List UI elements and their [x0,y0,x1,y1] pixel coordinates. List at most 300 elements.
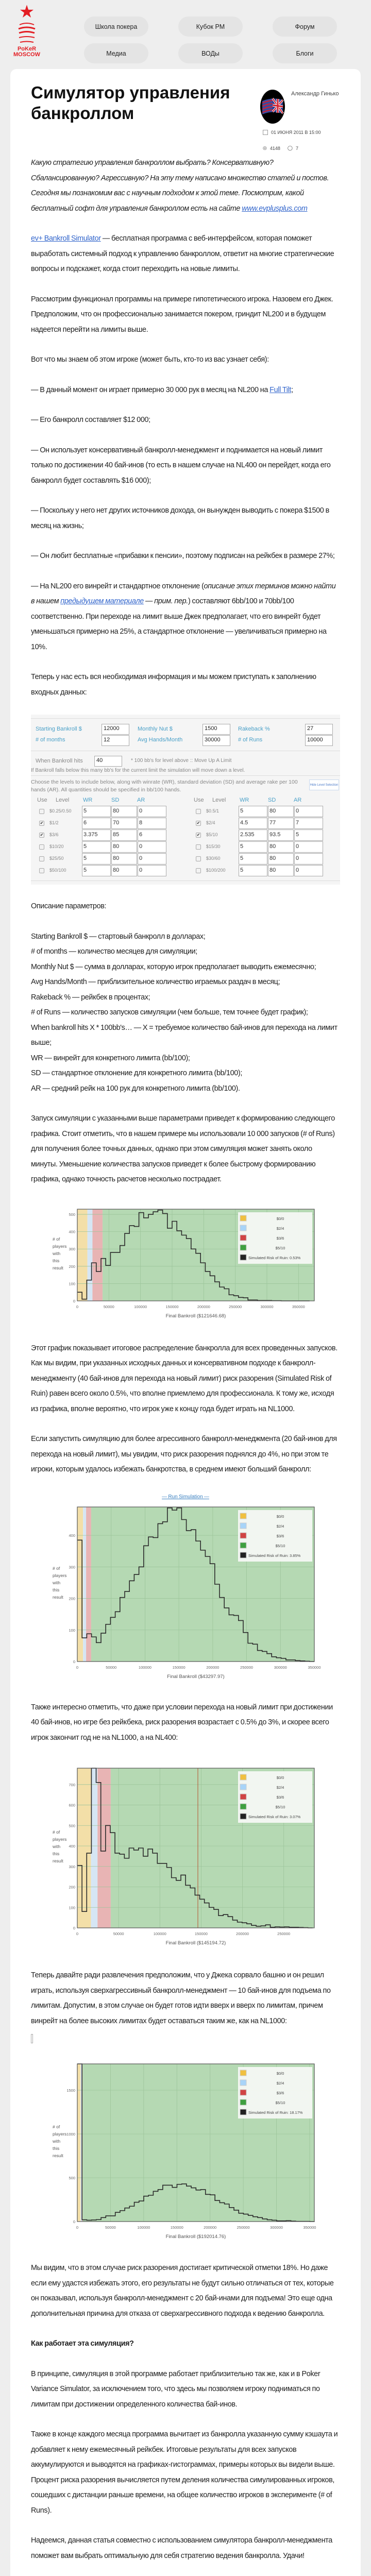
legend-label: $2/4 [276,1785,284,1790]
y-axis-label: with [53,2139,61,2144]
lead-paragraph [31,156,340,216]
bankroll-simulator-link[interactable]: ev+ Bankroll Simulator [31,234,101,243]
legend-swatch [240,1794,246,1800]
y-tick-label: 0 [73,1659,75,1664]
level-ar-input[interactable]: 0 [294,853,323,865]
paragraph: В принципе, симуляция в этой программе работает приблизительно так же, как и в Poker Variance Simulator, за исключением того, что здесь мы позволяем игроку подниматься по лимитам при достижении определенного количества бай-инов. [31,2369,321,2409]
param-description: # of Runs — количество запусков симуляции (чем больше, тем точнее будет график); [31,1008,308,1016]
site-header [0,0,371,69]
y-axis-label: with [53,1844,61,1849]
months-input[interactable]: 12 [102,735,129,746]
article-title: Симулятор управления банкроллом [31,83,230,123]
param-description: Avg Hands/Month — приблизительное количество играемых раздач в месяц; [31,978,280,986]
paragraph: Рассмотрим функционал программы на примере гипотетического игрока. Назовем его Джек. Предположим, что он профессионально занимается покером, гриндит NL200 и в будущем надеется перейти на лимиты выше. [31,295,333,334]
histogram-chart-aggressive [52,1504,340,1685]
level-ar-input[interactable]: 0 [294,841,323,853]
x-tick-label: 300000 [260,1304,274,1309]
y-axis-label: with [53,1250,61,1256]
x-tick-label: 200000 [236,1931,249,1936]
logo-text: PoKeR MOSCOW [13,46,40,58]
runs-label: # of Runs [238,737,263,743]
y-tick-label: 500 [69,1212,75,1217]
levels-header-sd: SD [268,797,276,803]
y-tick-label: 400 [69,1844,75,1849]
bullet-text: — На NL200 его винрейт и стандартное отклонение ( [31,582,204,590]
y-tick-label: 0 [73,1926,75,1930]
legend-swatch [240,2099,246,2105]
paragraph: Теперь у нас есть вся необходимая информация и мы можем приступать к заполнению входных данных: [31,673,316,697]
y-axis-label: players [53,2131,67,2137]
params-title: Описание параметров: [31,902,107,910]
x-tick-label: 100000 [153,1931,166,1936]
x-tick-label: 50000 [106,1665,117,1670]
level-wr-input[interactable]: 5 [82,806,111,817]
divider [31,775,340,776]
legend-label: $2/4 [276,1523,284,1529]
levels-header-sd: SD [111,797,120,803]
level-band [86,1507,91,1662]
x-tick-label: 50000 [105,2225,116,2230]
x-tick-label: 300000 [270,2225,283,2230]
level-band [77,1768,91,1928]
levels-header-level: Level [56,797,70,803]
level-wr-input[interactable]: 5 [239,841,267,853]
level-ar-input[interactable]: 6 [138,829,166,841]
paragraph: Вот что мы знаем об этом игроке (может быть, кто-то из вас узнает себя): [31,355,269,364]
levels-header-use: Use [194,797,204,803]
legend-swatch [240,2070,246,2076]
article-card [10,69,361,2576]
y-tick-label: 0 [73,2219,75,2224]
legend-swatch [240,1533,246,1538]
paragraph: Запуск симуляции с указанными выше параметрами приведет к формированию следующего графика. Стоит отметить, что в нашем примере мы использовали 10 000 запусков (# of Runs) для получения более точных данных, однако при этом симуляция может занять около минуты. Уменьшение количества запусков приведет к более быстрому формированию графика, однако точность расчетов несколько пострадает. [31,1114,335,1183]
level-ar-input[interactable]: 8 [138,818,166,829]
nav-forum[interactable]: Форум [273,16,337,37]
chart-svg [52,2059,319,2245]
comment-icon: ◯ [287,145,293,150]
y-tick-label: 400 [69,1533,75,1538]
legend-swatch [240,1784,246,1790]
legend-label: $3/6 [276,1795,284,1800]
x-tick-label: 200000 [206,1665,220,1670]
x-tick-label: 100000 [137,2225,150,2230]
param-description: WR — винрейт для конкретного лимита (bb/100); [31,1054,190,1062]
x-tick-label: 250000 [240,1665,254,1670]
monthly-nut-input[interactable]: 1500 [203,724,230,735]
level-wr-input[interactable]: 4.5 [239,818,267,829]
y-tick-label: 200 [69,1596,75,1601]
level-name: $5/10 [206,832,218,837]
x-tick-label: 350000 [308,1665,321,1670]
x-tick-label: 0 [76,1304,79,1309]
level-sd-input[interactable]: 80 [111,806,137,817]
paragraph: Также в конце каждого месяца программа вычитает из банкролла указанную сумму кэшаута и добавляет к нему ежемесячный рейкбек. Итоговые результаты для всех запусков аккумулируются и выводятся на графиках-гистограммах, примеры которых вы видели выше. Процент риска разорения вычисляется путем деления количества симулированных игроков, сошедших с дистанции раньше времени, на общее количество игроков в эксперименте (# of Runs). [31,2430,338,2515]
rakeback-input[interactable]: 27 [305,724,333,735]
y-axis-label: # of [53,2124,60,2129]
starting-bankroll-input[interactable]: 12000 [102,724,129,735]
section-heading: Как работает эта симуляция? [31,2340,134,2348]
legend-label: Simulated Risk of Ruin: 3.07% [248,1815,301,1819]
main-nav [84,16,337,63]
legend-swatch [240,1814,246,1819]
level-name: $3/6 [49,832,59,837]
nav-blogs[interactable]: Блоги [273,43,337,63]
param-description: Starting Bankroll $ — стартовый банкролл в долларах; [31,932,206,941]
legend-swatch [240,1215,246,1221]
when-hits-label: When Bankroll hits [36,758,83,764]
y-axis-label: players [53,1837,67,1842]
level-ar-input[interactable]: 0 [294,806,323,817]
y-axis-label: this [53,1851,60,1856]
bullet: — Он любит бесплатные «прибавки к пенсии», поэтому подписан на рейкбек в размере 27%; [31,552,335,560]
use-level-checkbox[interactable]: ✔ [196,821,200,825]
levels-header-wr: WR [83,797,93,803]
nav-vods[interactable]: ВОДы [178,43,243,63]
article-body [31,156,340,2576]
y-axis-label: result [53,1858,63,1863]
y-tick-label: 100 [69,1905,75,1910]
use-level-checkbox[interactable] [39,856,44,861]
x-tick-label: 150000 [165,1304,179,1309]
x-axis-label: Final Bankroll ($192014.76) [165,2234,226,2240]
italic-note: описание этих терминов можно найти в нашем [31,582,336,605]
y-axis-label: result [53,1594,63,1600]
x-tick-label: 150000 [194,1931,208,1936]
bullet: — Он использует консервативный банкролл-менеджмент и поднимается на новый лимит только по достижении 40 бай-инов (то есть в нашем случае на NL400 он перейдет, когда его банкролл будет составлять $16 000); [31,446,331,485]
evplusplus-link[interactable]: www.evplusplus.com [242,204,308,213]
use-level-checkbox[interactable]: ✔ [40,821,44,825]
x-tick-label: 250000 [229,1304,242,1309]
date-text: 01 ИЮНЯ 2011 В 15:00 [271,130,321,135]
legend-label: Simulated Risk of Ruin: 0.53% [248,1255,301,1260]
legend-label: $0/0 [276,1514,284,1519]
rings-icon [18,22,36,45]
legend-swatch [240,1774,246,1780]
y-tick-label: 0 [73,1298,75,1303]
y-axis-label: this [53,2146,60,2151]
paragraph: Если запустить симуляцию для более агрессивного банкролл-менеджмента (20 бай-инов для перехода на новый лимит), мы увидим, что риск разорения поднялся до 4%, но при этом те игроки, которым удалось избежать банкротства, в среднем имеют больший банкролл: [31,1435,337,1473]
x-tick-label: 0 [76,1931,79,1936]
use-level-checkbox[interactable] [39,809,44,814]
legend-swatch [240,1543,246,1548]
legend-label: $3/6 [276,1235,284,1241]
avg-hands-input[interactable]: 30000 [203,735,230,746]
chart-svg [52,1763,319,1953]
divider [31,718,340,719]
level-sd-input[interactable]: 70 [111,818,137,829]
paragraph: Также интересно отметить, что даже при условии перехода на новый лимит при достижении 40 бай-инов, но игре без рейкбека, риск разорения возрастает с 0.5% до 3%, и скорее всего игрок закончит год не на NL1000, а на NL400: [31,1703,333,1742]
level-wr-input[interactable]: 5 [239,865,267,876]
histogram-chart-no-rakeback [52,1763,340,1953]
run-simulation-link[interactable]: — Run Simulation — [162,1494,209,1500]
level-name: $15/30 [206,844,221,849]
legend-label: $0/0 [276,1216,284,1221]
level-name: $10/20 [49,844,64,849]
legend-label: $5/10 [275,1245,285,1250]
level-name: $2/4 [206,820,215,825]
level-name: $1/2 [49,820,59,825]
level-sd-input[interactable]: 85 [111,829,137,841]
level-wr-input[interactable]: 5 [82,865,111,876]
legend-swatch [240,1235,246,1241]
level-sd-input[interactable]: 80 [111,853,137,865]
x-tick-label: 350000 [303,2225,316,2230]
full-tilt-link[interactable]: Full Tilt [269,385,292,394]
nav-cup[interactable]: Кубок PM [178,16,243,37]
y-axis-label: result [53,2153,63,2158]
italic-note: — прим. пер. [143,597,188,605]
bullet-text: ; [291,385,293,394]
y-tick-label: 1500 [66,2088,75,2093]
use-level-checkbox[interactable]: ✔ [196,833,200,837]
paragraph-text: — бесплатная программа с веб-интерфейсом, которая поможет выработать системный подход к управлению банкроллом, ответит на многие стратегические вопросы и подскажет, когда стоит переходить на новые лимиты. [31,234,334,273]
legend-swatch [240,1513,246,1519]
legend-swatch [240,2090,246,2095]
level-wr-input[interactable]: 5 [82,853,111,865]
article-stats [263,145,298,151]
x-tick-label: 200000 [197,1304,210,1309]
y-tick-label: 100 [69,1628,75,1633]
y-tick-label: 700 [69,1782,75,1787]
paragraph: Теперь давайте ради развлечения предположим, что у Джека сорвало башню и он решил играть, используя сверхагрессивный банкролл-менеджмент — 10 бай-инов для подъема по лимитам. Допустим, в этом случае он будет готов идти вверх и вверх по лимитам, причем винрейт на более высоких лимитах будет оставаться таким же, как на NL1000: [31,1971,331,2025]
level-name: $30/60 [206,856,221,861]
y-tick-label: 100 [69,1281,75,1286]
param-description: # of months — количество месяцев для симуляции; [31,947,197,956]
author-name[interactable]: Александр Гинько [291,91,339,97]
level-name: $100/200 [206,868,226,873]
levels-header-ar: AR [294,797,302,803]
hide-level-selection-button[interactable]: Hide Level Selection [309,779,339,790]
calendar-icon [263,130,268,135]
x-axis-label: Final Bankroll ($43297.97) [167,1673,225,1680]
levels-header-ar: AR [137,797,145,803]
legend-swatch [240,2109,246,2115]
level-ar-input[interactable]: 0 [138,841,166,853]
level-sd-input[interactable]: 80 [111,841,137,853]
param-description: SD — стандартное отклонение для конкретного лимита (bb/100); [31,1069,243,1077]
author-avatar[interactable] [260,90,285,124]
y-axis-label: this [53,1258,60,1263]
legend-label: Simulated Risk of Ruin: 3.85% [248,1553,301,1558]
text-cursor [31,2034,33,2043]
level-ar-input[interactable]: 0 [294,865,323,876]
paragraph [31,231,340,277]
level-ar-input[interactable]: 7 [294,818,323,829]
level-band [77,2064,80,2222]
use-level-checkbox[interactable]: ✔ [40,833,44,837]
lead-text: Какую стратегию управления банкроллом выбрать? Консервативную? Сбалансированную? Агрессивную? На эту тему написано множество статей и постов. Сегодня мы познакомим вас с научным подходом к этой теме. Посмотрим, какой бесплатный софт для управления банкроллом есть на сайте [31,159,329,213]
level-wr-input[interactable]: 6 [82,818,111,829]
x-axis-label: Final Bankroll ($121646.68) [165,1313,226,1319]
levels-header-wr: WR [240,797,249,803]
legend-label: $0/0 [276,1775,284,1780]
publish-date [263,130,321,135]
level-wr-input[interactable]: 5 [82,841,111,853]
level-sd-input[interactable]: 80 [268,865,294,876]
level-ar-input[interactable]: 0 [138,853,166,865]
paragraph: Этот график показывает итоговое распределение банкролла для всех проведенных запусков. Как мы видим, при указанных исходных данных и консервативном подходе к банкролл-менеджменту (40 бай-инов для перехода на новый лимит) риск разорения (Simulated Risk of Ruin) равен всего около 0.5%, что вполне приемлемо для профессионала. К тому же, исходя из графика, вполне вероятно, что игрок уже к концу года будет играть на NL1000. [31,1344,338,1413]
levels-header-use: Use [37,797,47,803]
eye-icon: ◎ [263,145,267,150]
level-band [91,1768,97,1928]
legend-label: $3/6 [276,1533,284,1538]
level-band [88,1209,93,1301]
legend-swatch [240,1255,246,1260]
legend-swatch [240,1523,246,1529]
level-name: $0.25/0.50 [49,808,72,814]
level-name: $0.5/1 [206,808,220,814]
bullet-text: — В данный момент он играет примерно 30 000 рук в месяц на NL200 на [31,385,270,394]
legend-label: Simulated Risk of Ruin: 18.17% [248,2110,303,2115]
chart-svg [52,1504,319,1685]
x-tick-label: 250000 [237,2225,250,2230]
paragraph: Мы видим, что в этом случае риск разорения достигает критической отметки 18%. Но даже если ему удастся избежать этого, его результаты не будут сильно отличаться от тех, которые он показывал, используя банкролл-менеджмент с 20 бай-инами для подъема! Это еще одна дополнительная причина для отказа от сверхагрессивного подхода к ведению банкролла. [31,2264,334,2318]
use-level-checkbox[interactable] [196,809,201,814]
y-axis-label: # of [53,1236,60,1242]
x-tick-label: 200000 [204,2225,217,2230]
simulator-form-screenshot [31,715,340,885]
x-tick-label: 150000 [170,2225,183,2230]
legend-label: $2/4 [276,1226,284,1231]
previous-article-link[interactable]: предыдущем материале [60,597,144,605]
param-description: When bankroll hits X * 100bb's… — X = требуемое количество бай-инов для перехода на лимит выше; [31,1023,338,1047]
comments-count: 7 [295,145,298,151]
x-tick-label: 0 [76,2225,79,2230]
x-tick-label: 50000 [113,1931,124,1936]
param-description: AR — средний рейк на 100 рук для конкретного лимита (bb/100). [31,1084,240,1093]
legend-label: $5/10 [275,1543,285,1548]
y-axis-label: with [53,1580,61,1585]
y-axis-label: this [53,1587,60,1592]
x-tick-label: 300000 [274,1665,287,1670]
level-sd-input[interactable]: 80 [268,841,294,853]
x-tick-label: 150000 [172,1665,185,1670]
y-axis-label: players [53,1243,67,1249]
use-level-checkbox[interactable] [196,868,201,873]
paragraph: Надеемся, данная статья совместно с использованием симулятора банкролл-менеджмента поможет вам выбрать оптимальную для себя стратегию ведения банкролла. Удачи! [31,2536,332,2560]
legend-swatch [240,1804,246,1809]
levels-header-level: Level [212,797,226,803]
y-tick-label: 200 [69,1885,75,1890]
param-description: Monthly Nut $ — сумма в долларах, которую игрок предполагает выводить ежемесячно; [31,962,316,971]
poker-moscow-logo[interactable] [11,4,42,61]
level-sd-input[interactable]: 80 [268,806,294,817]
level-band [92,1209,103,1301]
level-ar-input[interactable]: 5 [294,829,323,841]
level-sd-input[interactable]: 80 [268,853,294,865]
level-wr-input[interactable]: 5 [239,806,267,817]
level-wr-input[interactable]: 2.535 [239,829,267,841]
bullet: — Поскольку у него нет других источников дохода, он вынужден выводить с покера $1500 в месяц на жизнь; [31,506,329,530]
star-icon: ★ [19,2,35,22]
use-level-checkbox[interactable] [196,856,201,861]
legend-label: $2/4 [276,2081,284,2086]
legend-label: $3/6 [276,2091,284,2095]
y-axis-label: players [53,1572,67,1578]
x-axis-label: Final Bankroll ($145194.72) [165,1940,226,1946]
x-tick-label: 100000 [134,1304,147,1309]
level-wr-input[interactable]: 5 [239,853,267,865]
choose-levels-note: Choose the levels to include below, along with winrate (WR), standard deviation (SD) and average rake per 100 hands (AR). All quantities should be specified in bb/100 hands. [31,779,298,793]
article-header [31,69,340,156]
bullet-text: ) составляют 6bb/100 и 70bb/100 соответственно. При переходе на лимит выше Джек предполагает, что его винрейт будет уменьшаться примерно на 25%, а стандартное отклонение — увеличиваться примерно на 10%. [31,597,327,651]
use-level-checkbox[interactable] [39,844,44,850]
views-count: 4148 [269,145,280,151]
y-axis-label: # of [53,1829,60,1835]
when-hits-note: * 100 bb's for level above :: Move Up A Limit [131,758,232,764]
x-tick-label: 100000 [138,1665,151,1670]
flag-icon [260,90,285,124]
chart-svg [52,1206,319,1326]
y-tick-label: 400 [69,1229,75,1234]
avg-hands-label: Avg Hands/Month [138,737,183,743]
histogram-chart-super-aggressive [52,2059,340,2245]
nav-media[interactable]: Медиа [84,43,148,63]
y-tick-label: 1000 [66,2132,75,2137]
params-list [31,929,340,1097]
histogram-chart-conservative [52,1206,340,1326]
legend-swatch [240,2080,246,2086]
y-axis-label: # of [53,1565,60,1571]
monthly-nut-label: Monthly Nut $ [138,726,173,732]
y-tick-label: 200 [69,1264,75,1269]
x-tick-label: 50000 [103,1304,114,1309]
level-wr-input[interactable]: 3.375 [82,829,111,841]
level-band [83,1507,86,1662]
y-tick-label: 300 [69,1564,75,1569]
level-band [97,1768,111,1928]
starting-bankroll-label: Starting Bankroll $ [36,726,82,732]
y-tick-label: 600 [69,1803,75,1808]
level-name: $25/50 [49,856,64,861]
y-tick-label: 500 [69,1823,75,1828]
y-tick-label: 500 [69,2176,75,2180]
level-ar-input[interactable]: 0 [138,806,166,817]
legend-label: $0/0 [276,2071,284,2076]
level-sd-input[interactable]: 77 [268,818,294,829]
param-description: Rakeback % — рейкбек в процентах; [31,993,150,1002]
bullet [31,579,340,655]
use-level-checkbox[interactable] [196,844,201,850]
level-band [77,1209,88,1301]
runs-input[interactable]: 10000 [305,735,333,746]
bullet [31,383,340,398]
level-name: $50/100 [49,868,66,873]
legend-swatch [240,1225,246,1231]
run-simulation-row [31,1491,340,1502]
divider [31,880,340,881]
legend-swatch [240,1245,246,1250]
legend-swatch [240,1552,246,1558]
legend-label: $5/10 [275,1805,285,1809]
nav-school[interactable]: Школа покера [84,16,148,37]
when-hits-input[interactable]: 40 [94,756,122,767]
months-label: # of months [36,737,65,743]
level-ar-input[interactable]: 0 [138,865,166,876]
x-tick-label: 0 [76,1665,79,1670]
use-level-checkbox[interactable] [39,868,44,873]
x-tick-label: 350000 [292,1304,305,1309]
level-sd-input[interactable]: 93.5 [268,829,294,841]
level-sd-input[interactable]: 80 [111,865,137,876]
falls-note: If Bankroll falls below this many bb's for the current limit the simulation will move down a level. [31,768,245,773]
rakeback-label: Rakeback % [238,726,270,732]
legend-label: $5/10 [275,2100,285,2105]
y-tick-label: 300 [69,1864,75,1869]
y-tick-label: 300 [69,1246,75,1251]
y-axis-label: result [53,1265,63,1270]
bullet: — Его банкролл составляет $12 000; [31,416,150,424]
